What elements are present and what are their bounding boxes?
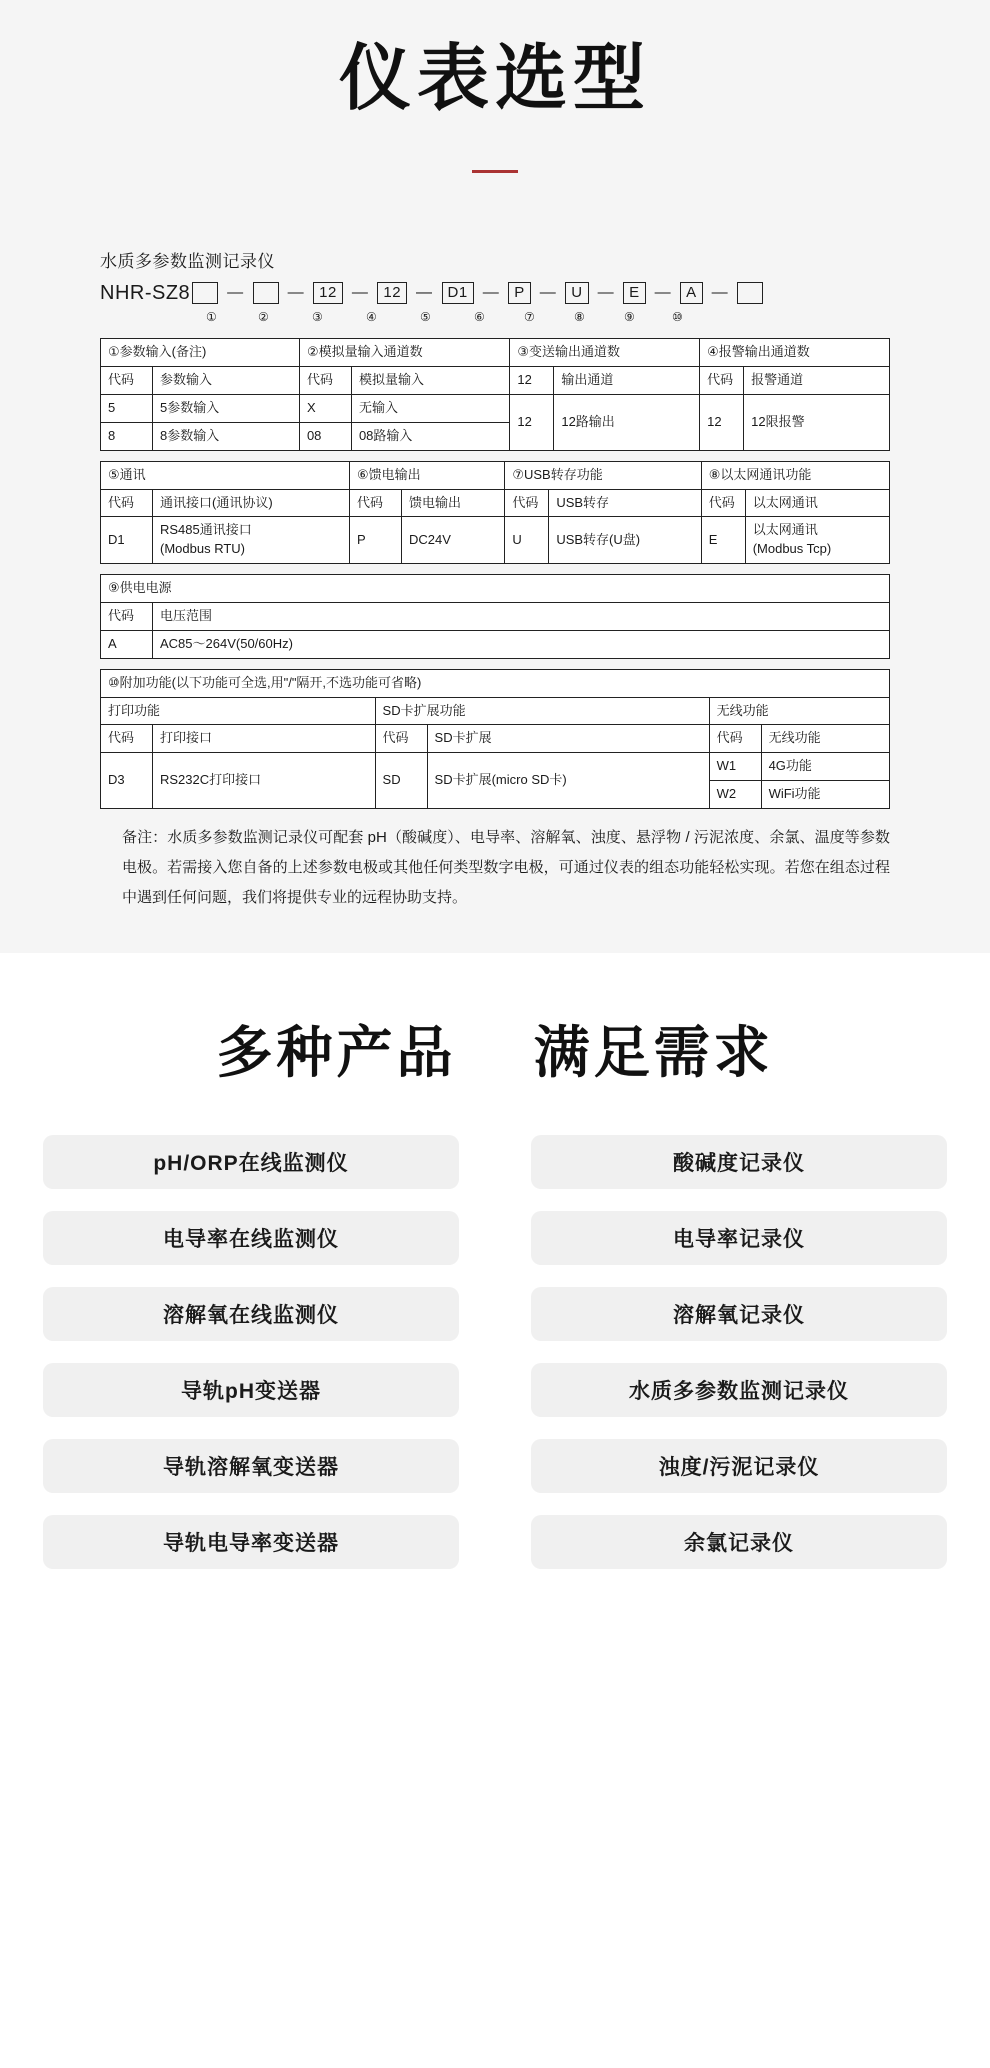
cell-code: E xyxy=(701,517,745,564)
cell-name: 08路输入 xyxy=(351,422,509,450)
table-row xyxy=(101,489,890,517)
cell-name: WiFi功能 xyxy=(761,781,889,809)
dash-3: — xyxy=(351,284,369,302)
list-item[interactable]: 溶解氧在线监测仪 xyxy=(43,1287,459,1341)
subheader-code-2: 代码 xyxy=(299,367,351,395)
spec-table-1 xyxy=(100,338,890,450)
dash-9: — xyxy=(711,284,729,302)
model-prefix: NHR-SZ8 xyxy=(100,281,191,304)
subheader-code-1: 代码 xyxy=(101,367,153,395)
cell-code: U xyxy=(505,517,549,564)
cell-code: 12 xyxy=(510,395,554,451)
table-row xyxy=(101,395,890,423)
model-index-3: ③ xyxy=(312,310,323,325)
list-item[interactable]: 导轨电导率变送器 xyxy=(43,1515,459,1569)
model-code-row xyxy=(100,278,890,308)
product-list-section xyxy=(0,953,990,1627)
subheader-code-wireless: 代码 xyxy=(709,725,761,753)
cell-code: 8 xyxy=(101,422,153,450)
subheader-name-6: 馈电输出 xyxy=(401,489,504,517)
dash-7: — xyxy=(597,284,615,302)
group-header-6: ⑥馈电输出 xyxy=(349,461,504,489)
list-item[interactable]: 导轨pH变送器 xyxy=(43,1363,459,1417)
model-index-6: ⑥ xyxy=(474,310,485,325)
cell-name: 8参数输入 xyxy=(153,422,300,450)
cell-name: RS232C打印接口 xyxy=(153,753,376,809)
cell-line-2: (Modbus Tcp) xyxy=(752,541,832,557)
table-row xyxy=(101,367,890,395)
cell-name: DC24V xyxy=(401,517,504,564)
subheader-code-4: 代码 xyxy=(700,367,744,395)
subheader-code-5: 代码 xyxy=(101,489,153,517)
cell-code: SD xyxy=(375,753,427,809)
dash-6: — xyxy=(539,284,557,302)
list-item[interactable]: 余氯记录仪 xyxy=(531,1515,947,1569)
table-row xyxy=(101,725,890,753)
cell-code: 5 xyxy=(101,395,153,423)
cell-code: D1 xyxy=(101,517,153,564)
table-row xyxy=(101,339,890,367)
table-row xyxy=(101,517,890,564)
model-segment-7-value[interactable]: U xyxy=(565,282,588,304)
cell-code: 08 xyxy=(299,422,351,450)
subheader-code-print: 代码 xyxy=(101,725,153,753)
model-segment-3-value[interactable]: 12 xyxy=(313,282,343,304)
dash-2: — xyxy=(287,284,305,302)
cell-code: A xyxy=(101,630,153,658)
cell-name xyxy=(153,517,350,564)
products-title xyxy=(0,1009,990,1089)
subheader-name-9: 电压范围 xyxy=(153,602,890,630)
model-index-4: ④ xyxy=(366,310,377,325)
subheader-name-8: 以太网通讯 xyxy=(745,489,889,517)
model-segment-8-value[interactable]: E xyxy=(623,282,646,304)
subheader-name-sd: SD卡扩展 xyxy=(427,725,709,753)
list-item[interactable]: 水质多参数监测记录仪 xyxy=(531,1363,947,1417)
dash-1: — xyxy=(227,284,244,302)
subheader-name-5: 通讯接口(通讯协议) xyxy=(153,489,350,517)
model-index-7: ⑦ xyxy=(524,310,535,325)
products-title-right: 满足需求 xyxy=(533,1020,774,1084)
subheader-name-2: 模拟量输入 xyxy=(351,367,509,395)
group-header-4: ④报警输出通道数 xyxy=(700,339,890,367)
model-segment-4-value[interactable]: 12 xyxy=(377,282,407,304)
spec-table-2 xyxy=(100,461,890,564)
list-item[interactable]: 电导率在线监测仪 xyxy=(43,1211,459,1265)
subheader-code-9: 代码 xyxy=(101,602,153,630)
cell-name: AC85～264V(50/60Hz) xyxy=(153,630,890,658)
group-header-1: ①参数输入(备注) xyxy=(101,339,300,367)
list-item[interactable]: 电导率记录仪 xyxy=(531,1211,947,1265)
instrument-selection-section xyxy=(0,0,990,953)
extra-group-sd: SD卡扩展功能 xyxy=(375,697,709,725)
model-segment-10-box[interactable] xyxy=(737,282,763,304)
cell-line-2: (Modbus RTU) xyxy=(160,541,246,557)
group-header-2: ②模拟量输入通道数 xyxy=(299,339,509,367)
model-index-10: ⑩ xyxy=(672,310,683,325)
table-row xyxy=(101,669,890,697)
cell-name: 无输入 xyxy=(351,395,509,423)
group-header-3: ③变送输出通道数 xyxy=(510,339,700,367)
model-segment-5-value[interactable]: D1 xyxy=(442,282,474,304)
group-header-5: ⑤通讯 xyxy=(101,461,350,489)
products-title-left: 多种产品 xyxy=(216,1020,457,1084)
cell-code: W1 xyxy=(709,753,761,781)
subheader-code-sd: 代码 xyxy=(375,725,427,753)
product-grid xyxy=(43,1135,947,1569)
table-row xyxy=(101,602,890,630)
group-header-8: ⑧以太网通讯功能 xyxy=(701,461,889,489)
model-index-9: ⑨ xyxy=(624,310,635,325)
cell-code: P xyxy=(349,517,401,564)
list-item[interactable]: pH/ORP在线监测仪 xyxy=(43,1135,459,1189)
dash-5: — xyxy=(482,284,500,302)
model-index-2: ② xyxy=(258,310,269,325)
cell-name: 4G功能 xyxy=(761,753,889,781)
cell-code: W2 xyxy=(709,781,761,809)
table-row xyxy=(101,630,890,658)
dash-8: — xyxy=(654,284,672,302)
subheader-name-3: 输出通道 xyxy=(554,367,700,395)
subheader-name-4: 报警通道 xyxy=(744,367,890,395)
list-item[interactable]: 浊度/污泥记录仪 xyxy=(531,1439,947,1493)
table-row xyxy=(101,697,890,725)
page-title: 仪表选型 xyxy=(338,39,651,119)
table-row xyxy=(101,753,890,781)
list-item[interactable]: 溶解氧记录仪 xyxy=(531,1287,947,1341)
extra-group-wireless: 无线功能 xyxy=(709,697,889,725)
group-header-7: ⑦USB转存功能 xyxy=(505,461,701,489)
spec-table-power xyxy=(100,574,890,659)
model-segment-1-box[interactable] xyxy=(192,282,218,304)
dash-4: — xyxy=(416,284,433,302)
group-header-9: ⑨供电电源 xyxy=(101,575,890,603)
table-row xyxy=(101,575,890,603)
model-block xyxy=(100,247,890,809)
product-name: 水质多参数监测记录仪 xyxy=(100,252,275,272)
group-header-10: ⑩附加功能(以下功能可全选,用"/"隔开,不选功能可省略) xyxy=(101,669,890,697)
cell-name: 12路输出 xyxy=(554,395,700,451)
extra-group-print: 打印功能 xyxy=(101,697,376,725)
subheader-code-6: 代码 xyxy=(349,489,401,517)
subheader-name-print: 打印接口 xyxy=(153,725,376,753)
subheader-name-1: 参数输入 xyxy=(153,367,300,395)
cell-name xyxy=(745,517,889,564)
cell-name: 12限报警 xyxy=(744,395,890,451)
cell-line-1: 以太网通讯 xyxy=(752,522,818,538)
model-segment-6-value[interactable]: P xyxy=(508,282,531,304)
cell-name: SD卡扩展(micro SD卡) xyxy=(427,753,709,809)
subheader-code-3: 12 xyxy=(510,367,554,395)
model-segment-2-box[interactable] xyxy=(253,282,279,304)
remark-text: 备注：水质多参数监测记录仪可配套 pH（酸碱度）、电导率、溶解氧、浊度、悬浮物 / 污泥浓度、余氯、温度等参数电极。若需接入您自备的上述参数电极或其他任何类型数字电极，可通过仪表的组态功能轻松实现。若您在组态过程中遇到任何问题，我们将提供专业的远程协助支持。 xyxy=(122,828,890,906)
cell-code: D3 xyxy=(101,753,153,809)
cell-code: X xyxy=(299,395,351,423)
cell-name: 5参数输入 xyxy=(153,395,300,423)
model-index-1: ① xyxy=(206,310,217,325)
spec-table-extras xyxy=(100,669,890,809)
model-index-8: ⑧ xyxy=(574,310,585,325)
list-item[interactable]: 导轨溶解氧变送器 xyxy=(43,1439,459,1493)
cell-name: USB转存(U盘) xyxy=(549,517,701,564)
subheader-name-7: USB转存 xyxy=(549,489,701,517)
model-index-row xyxy=(100,310,890,328)
cell-code: 12 xyxy=(700,395,744,451)
cell-line-1: RS485通讯接口 xyxy=(160,522,252,538)
subheader-code-7: 代码 xyxy=(505,489,549,517)
subheader-code-8: 代码 xyxy=(701,489,745,517)
subheader-name-wireless: 无线功能 xyxy=(761,725,889,753)
table-row xyxy=(101,461,890,489)
list-item[interactable]: 酸碱度记录仪 xyxy=(531,1135,947,1189)
title-divider xyxy=(472,170,518,173)
model-segment-9-value[interactable]: A xyxy=(680,282,703,304)
model-index-5: ⑤ xyxy=(420,310,431,325)
